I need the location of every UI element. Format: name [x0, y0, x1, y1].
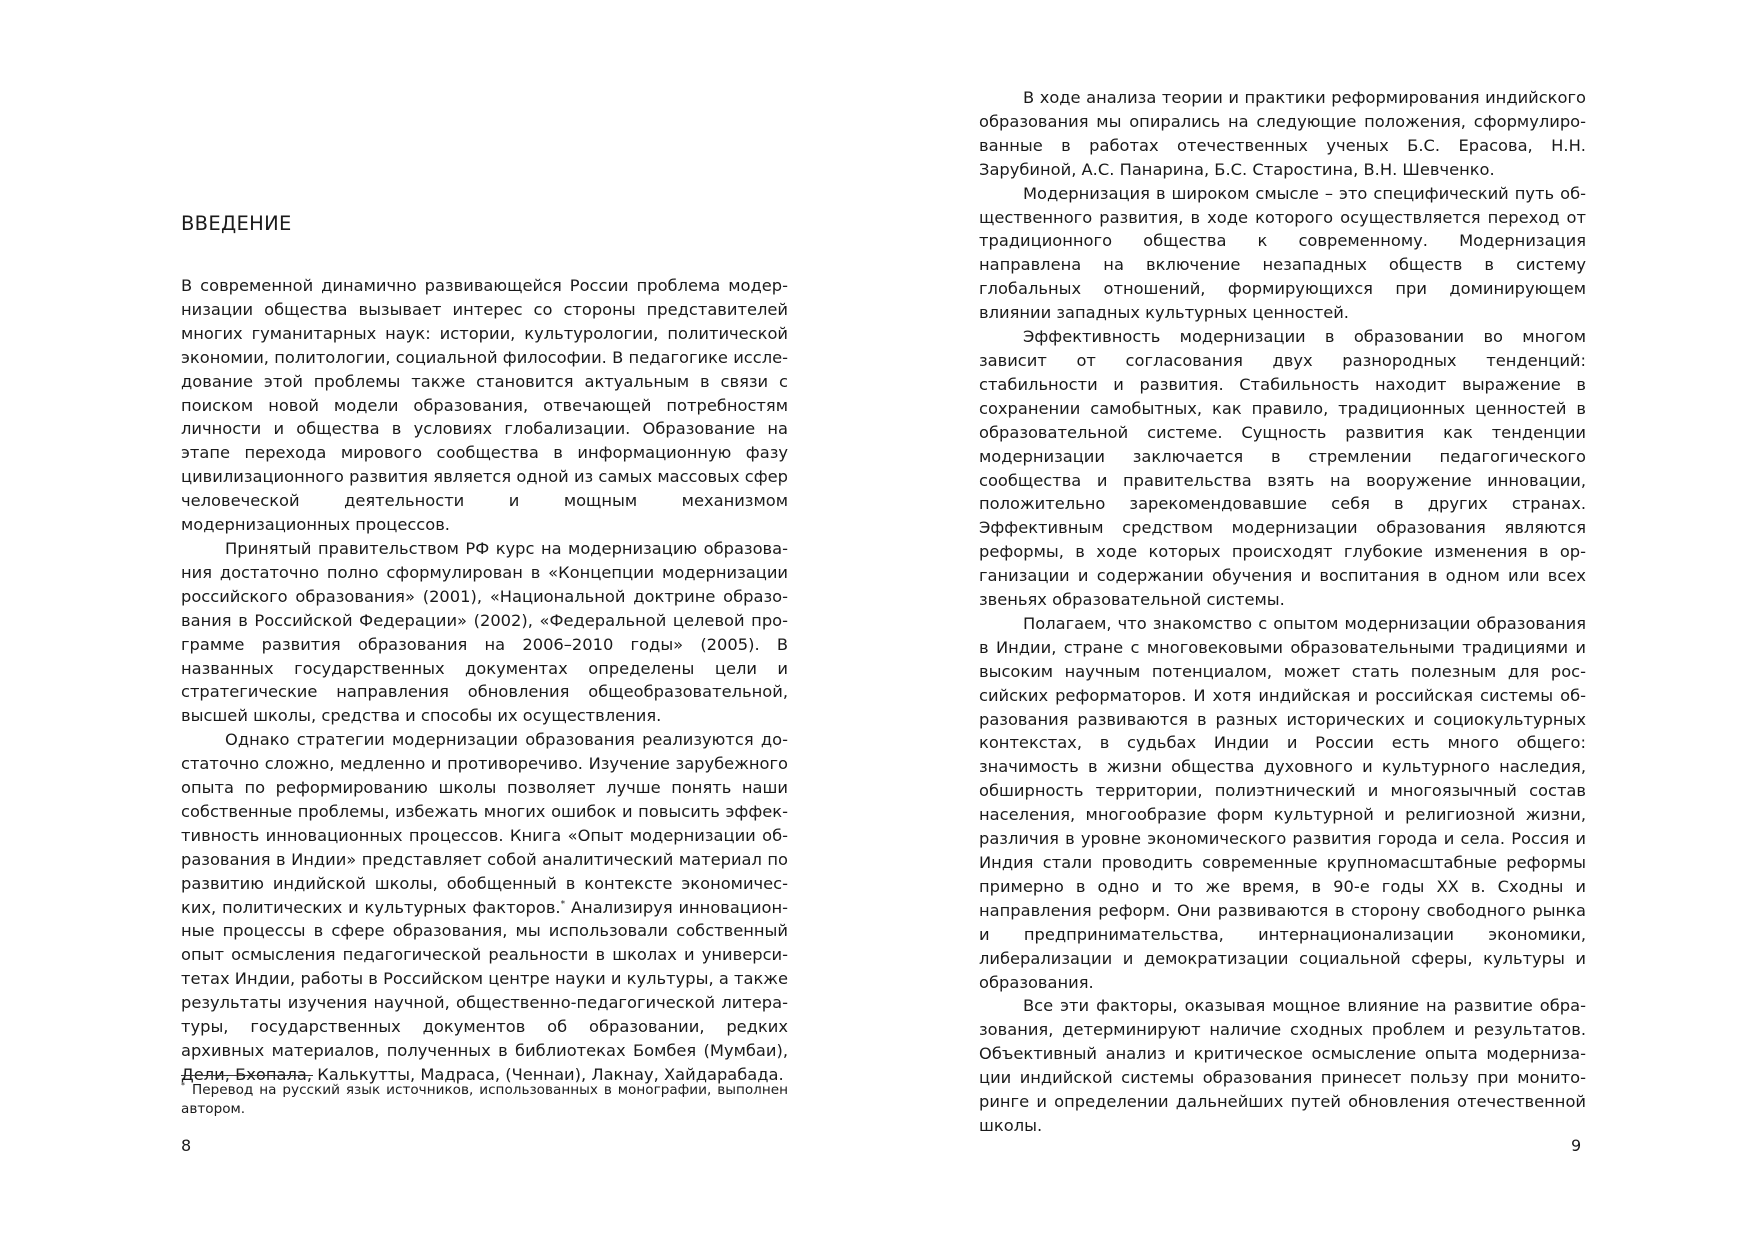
footnote-text: Перевод на русский язык источников, использованных в монографии, выполнен автором.: [181, 1082, 788, 1117]
left-page-body: [181, 274, 788, 1087]
paragraph: В современной динамично развивающейся России проблема модернизации общества вызывает интерес со стороны представителей многих гуманитарных наук: истории, культурологии, политической экономии, политологии, социальной философии. В педагогике исследование этой проблемы также становится актуальным в связи с поиском новой модели образования, отвечающей потребностям личности и общества в условиях глобализации. Образование на этапе перехода мирового сообщества в информационную фазу цивилизационного развития является одной из самых массовых сфер человеческой деятельности и мощным механизмом модернизационных процессов.: [181, 276, 788, 535]
paragraph-text-continued: Анализируя инновационные процессы в сфере образования, мы использовали собственный опыт осмысления педагогической реальности в школах и университетах Индии, работы в Российском центре науки и культуры, а также результаты изучения научной, общественно-педагогической литературы, государственных документов об образовании, редких архивных материалов, полученных в библиотеках Бомбея (Мумбаи), Дели, Бхопала, Калькутты, Мадраса, (Ченнаи), Лакнау, Хайдарабада.: [181, 897, 789, 1084]
paragraph: Эффективность модернизации в образовании во многом зависит от согласования двух разнородных тенденций: стабильности и развития. Стабильность находит выражение в сохранении самобытных, как правило, традиционных ценностей в образовательной системе. Сущность развития как тенденции модернизации заключается в стремлении педагогического сообщества и правительства взять на вооружение инновации, положительно зарекомендовавшие себя в других странах. Эффективным средством модернизации образования являются реформы, в ходе которых происходят глубокие изменения в организации и содержании обучения и воспитания в одном или всех звеньях образовательной системы.: [979, 327, 1586, 610]
paragraph: [181, 728, 788, 1087]
paragraph-text: Однако стратегии модернизации образования реализуются достаточно сложно, медленно и противоречиво. Изучение зарубежного опыта по реформированию школы позволяет лучше понять наши собственные проблемы, избежать многих ошибок и повысить эффективность инновационных процессов. Книга «Опыт модернизации образования в Индии» представляет собой аналитический материал по развитию индийской школы, обобщенный в контексте экономических, политических и культурных факторов.: [181, 730, 788, 917]
footnote-marker: *: [181, 1081, 185, 1091]
left-page: [0, 0, 877, 1241]
paragraph: Модернизация в широком смысле – это специфический путь общественного развития, в ходе которого осуществляется переход от традиционного общества к современному. Модернизация направлена на включение незападных обществ в систему глобальных отношений, формирующихся при доминирующем влиянии западных культурных ценностей.: [979, 183, 1586, 323]
page-number: 9: [1571, 1136, 1582, 1155]
footnote-marker: *: [560, 899, 566, 910]
footnote: [181, 1081, 788, 1119]
page-number: 8: [181, 1136, 192, 1155]
paragraph: В ходе анализа теории и практики реформирования индийского образования мы опирались на следующие положения, сформулированные в работах отечественных ученых Б.С. Ерасова, Н.Н. Зарубиной, А.С. Панарина, Б.С. Старостина, В.Н. Шевченко.: [979, 88, 1586, 179]
footnote-separator: [181, 1075, 313, 1076]
paragraph: Полагаем, что знакомство с опытом модернизации образования в Индии, стране с многовековыми образовательными традициями и высоким научным потенциалом, может стать полезным для российских реформаторов. И хотя индийская и российская системы образования развиваются в разных исторических и социокультурных контекстах, в судьбах Индии и России есть много общего: значимость в жизни общества духовного и культурного наследия, обширность территории, полиэтнический и многоязычный состав населения, многообразие форм культурной и религиозной жизни, различия в уровне экономического развития города и села. Россия и Индия стали проводить современные крупномасштабные реформы примерно в одно и то же время, в 90-е годы ХХ в. Сходны и направления реформ. Они развиваются в сторону свободного рынка и предпринимательства, интернационализации экономики, либерализации и демократизации социальной сферы, культуры и образования.: [979, 613, 1586, 992]
chapter-heading: ВВЕДЕНИЕ: [181, 212, 292, 235]
paragraph: Все эти факторы, оказывая мощное влияние на развитие образования, детерминируют наличие сходных проблем и результатов. Объективный анализ и критическое осмысление опыта модернизации индийской системы образования принесет пользу при мониторинге и определении дальнейших путей обновления отечественной школы.: [979, 996, 1586, 1135]
paragraph: Принятый правительством РФ курс на модернизацию образования достаточно полно сформулирован в «Концепции модернизации российского образования» (2001), «Национальной доктрине образования в Российской Федерации» (2002), «Федеральной целевой программе развития образования на 2006–2010 годы» (2005). В названных государственных документах определены цели и стратегические направления обновления общеобразовательной, высшей школы, средства и способы их осуществления.: [181, 538, 788, 726]
right-page-body: [979, 86, 1586, 1138]
